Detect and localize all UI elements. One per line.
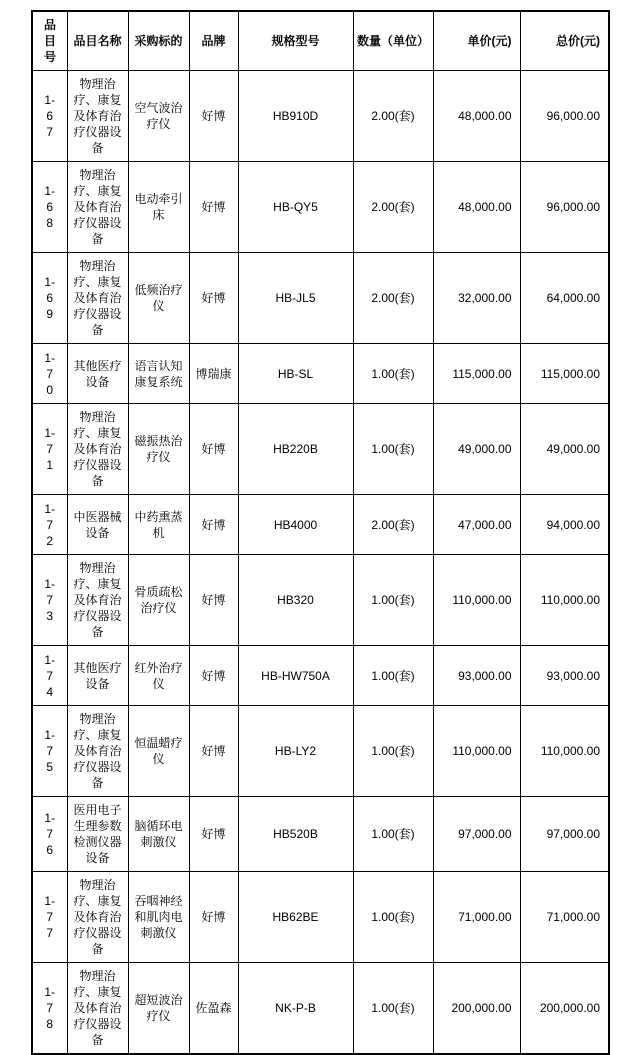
cell-item-name: 物理治疗、康复及体育治疗仪器设备 (67, 71, 128, 162)
table-row (32, 71, 609, 162)
cell-brand: 好博 (189, 646, 238, 706)
table-row (32, 646, 609, 706)
cell-brand: 好博 (189, 495, 238, 555)
cell-spec: HB-HW750A (238, 646, 353, 706)
table-row (32, 404, 609, 495)
cell-spec: HB320 (238, 555, 353, 646)
cell-item-name: 医用电子生理参数检测仪器设备 (67, 797, 128, 872)
cell-qty: 1.00(套) (353, 344, 433, 404)
cell-item-name: 其他医疗设备 (67, 646, 128, 706)
cell-target: 恒温蜡疗仪 (128, 706, 189, 797)
cell-item-no: 1-72 (32, 495, 67, 555)
cell-item-name: 物理治疗、康复及体育治疗仪器设备 (67, 404, 128, 495)
cell-target: 电动牵引床 (128, 162, 189, 253)
cell-unit-price: 32,000.00 (433, 253, 520, 344)
cell-spec: HB-JL5 (238, 253, 353, 344)
cell-item-name: 中医器械设备 (67, 495, 128, 555)
cell-qty: 1.00(套) (353, 646, 433, 706)
cell-total-price: 64,000.00 (520, 253, 609, 344)
cell-target: 语言认知康复系统 (128, 344, 189, 404)
cell-brand: 好博 (189, 162, 238, 253)
cell-item-no: 1-76 (32, 797, 67, 872)
cell-total-price: 96,000.00 (520, 71, 609, 162)
cell-total-price: 96,000.00 (520, 162, 609, 253)
cell-unit-price: 200,000.00 (433, 963, 520, 1055)
cell-item-no: 1-69 (32, 253, 67, 344)
cell-item-name: 物理治疗、康复及体育治疗仪器设备 (67, 162, 128, 253)
cell-unit-price: 49,000.00 (433, 404, 520, 495)
cell-qty: 2.00(套) (353, 71, 433, 162)
cell-item-name: 物理治疗、康复及体育治疗仪器设备 (67, 555, 128, 646)
header-item-name: 品目名称 (67, 11, 128, 71)
table-row (32, 797, 609, 872)
cell-target: 中药熏蒸机 (128, 495, 189, 555)
table-row (32, 495, 609, 555)
cell-unit-price: 71,000.00 (433, 872, 520, 963)
cell-brand: 好博 (189, 71, 238, 162)
cell-spec: HB520B (238, 797, 353, 872)
header-brand: 品牌 (189, 11, 238, 71)
cell-spec: HB910D (238, 71, 353, 162)
cell-item-name: 物理治疗、康复及体育治疗仪器设备 (67, 963, 128, 1055)
header-target: 采购标的 (128, 11, 189, 71)
cell-brand: 好博 (189, 404, 238, 495)
cell-unit-price: 115,000.00 (433, 344, 520, 404)
cell-unit-price: 110,000.00 (433, 555, 520, 646)
header-unit-price: 单价(元) (433, 11, 520, 71)
table-row (32, 706, 609, 797)
header-item-no: 品目号 (32, 11, 67, 71)
cell-spec: NK-P-B (238, 963, 353, 1055)
cell-item-no: 1-74 (32, 646, 67, 706)
header-spec: 规格型号 (238, 11, 353, 71)
cell-total-price: 110,000.00 (520, 706, 609, 797)
cell-item-no: 1-75 (32, 706, 67, 797)
cell-target: 磁振热治疗仪 (128, 404, 189, 495)
cell-spec: HB-LY2 (238, 706, 353, 797)
cell-target: 超短波治疗仪 (128, 963, 189, 1055)
cell-qty: 1.00(套) (353, 963, 433, 1055)
cell-qty: 1.00(套) (353, 797, 433, 872)
cell-spec: HB220B (238, 404, 353, 495)
cell-target: 骨质疏松治疗仪 (128, 555, 189, 646)
cell-qty: 2.00(套) (353, 495, 433, 555)
cell-item-name: 物理治疗、康复及体育治疗仪器设备 (67, 253, 128, 344)
cell-target: 低频治疗仪 (128, 253, 189, 344)
cell-total-price: 94,000.00 (520, 495, 609, 555)
cell-item-no: 1-70 (32, 344, 67, 404)
cell-item-no: 1-71 (32, 404, 67, 495)
procurement-items-table (31, 10, 610, 1055)
table-row (32, 963, 609, 1055)
cell-unit-price: 97,000.00 (433, 797, 520, 872)
cell-unit-price: 110,000.00 (433, 706, 520, 797)
table-row (32, 872, 609, 963)
cell-target: 吞咽神经和肌肉电刺激仪 (128, 872, 189, 963)
cell-qty: 1.00(套) (353, 404, 433, 495)
cell-qty: 2.00(套) (353, 253, 433, 344)
cell-brand: 好博 (189, 872, 238, 963)
cell-item-no: 1-68 (32, 162, 67, 253)
cell-brand: 好博 (189, 797, 238, 872)
table-row (32, 162, 609, 253)
cell-brand: 博瑞康 (189, 344, 238, 404)
cell-qty: 2.00(套) (353, 162, 433, 253)
cell-brand: 好博 (189, 555, 238, 646)
cell-qty: 1.00(套) (353, 706, 433, 797)
cell-total-price: 93,000.00 (520, 646, 609, 706)
cell-target: 红外治疗仪 (128, 646, 189, 706)
cell-total-price: 200,000.00 (520, 963, 609, 1055)
cell-total-price: 115,000.00 (520, 344, 609, 404)
cell-target: 空气波治疗仪 (128, 71, 189, 162)
table-row (32, 555, 609, 646)
cell-spec: HB62BE (238, 872, 353, 963)
cell-total-price: 71,000.00 (520, 872, 609, 963)
cell-item-no: 1-78 (32, 963, 67, 1055)
cell-brand: 好博 (189, 706, 238, 797)
cell-unit-price: 48,000.00 (433, 71, 520, 162)
table-row (32, 253, 609, 344)
cell-item-no: 1-77 (32, 872, 67, 963)
cell-item-no: 1-67 (32, 71, 67, 162)
table-row (32, 344, 609, 404)
cell-total-price: 49,000.00 (520, 404, 609, 495)
cell-item-no: 1-73 (32, 555, 67, 646)
cell-item-name: 物理治疗、康复及体育治疗仪器设备 (67, 872, 128, 963)
cell-qty: 1.00(套) (353, 555, 433, 646)
table-header-row (32, 11, 609, 71)
cell-unit-price: 47,000.00 (433, 495, 520, 555)
cell-target: 脑循环电刺激仪 (128, 797, 189, 872)
cell-unit-price: 48,000.00 (433, 162, 520, 253)
cell-spec: HB4000 (238, 495, 353, 555)
cell-brand: 佐盈森 (189, 963, 238, 1055)
cell-item-name: 物理治疗、康复及体育治疗仪器设备 (67, 706, 128, 797)
cell-spec: HB-SL (238, 344, 353, 404)
cell-item-name: 其他医疗设备 (67, 344, 128, 404)
cell-spec: HB-QY5 (238, 162, 353, 253)
header-total-price: 总价(元) (520, 11, 609, 71)
cell-unit-price: 93,000.00 (433, 646, 520, 706)
cell-total-price: 110,000.00 (520, 555, 609, 646)
cell-brand: 好博 (189, 253, 238, 344)
table-body (32, 71, 609, 1055)
procurement-items-table-container (31, 10, 610, 1055)
header-qty: 数量（单位） (353, 11, 433, 71)
cell-total-price: 97,000.00 (520, 797, 609, 872)
cell-qty: 1.00(套) (353, 872, 433, 963)
